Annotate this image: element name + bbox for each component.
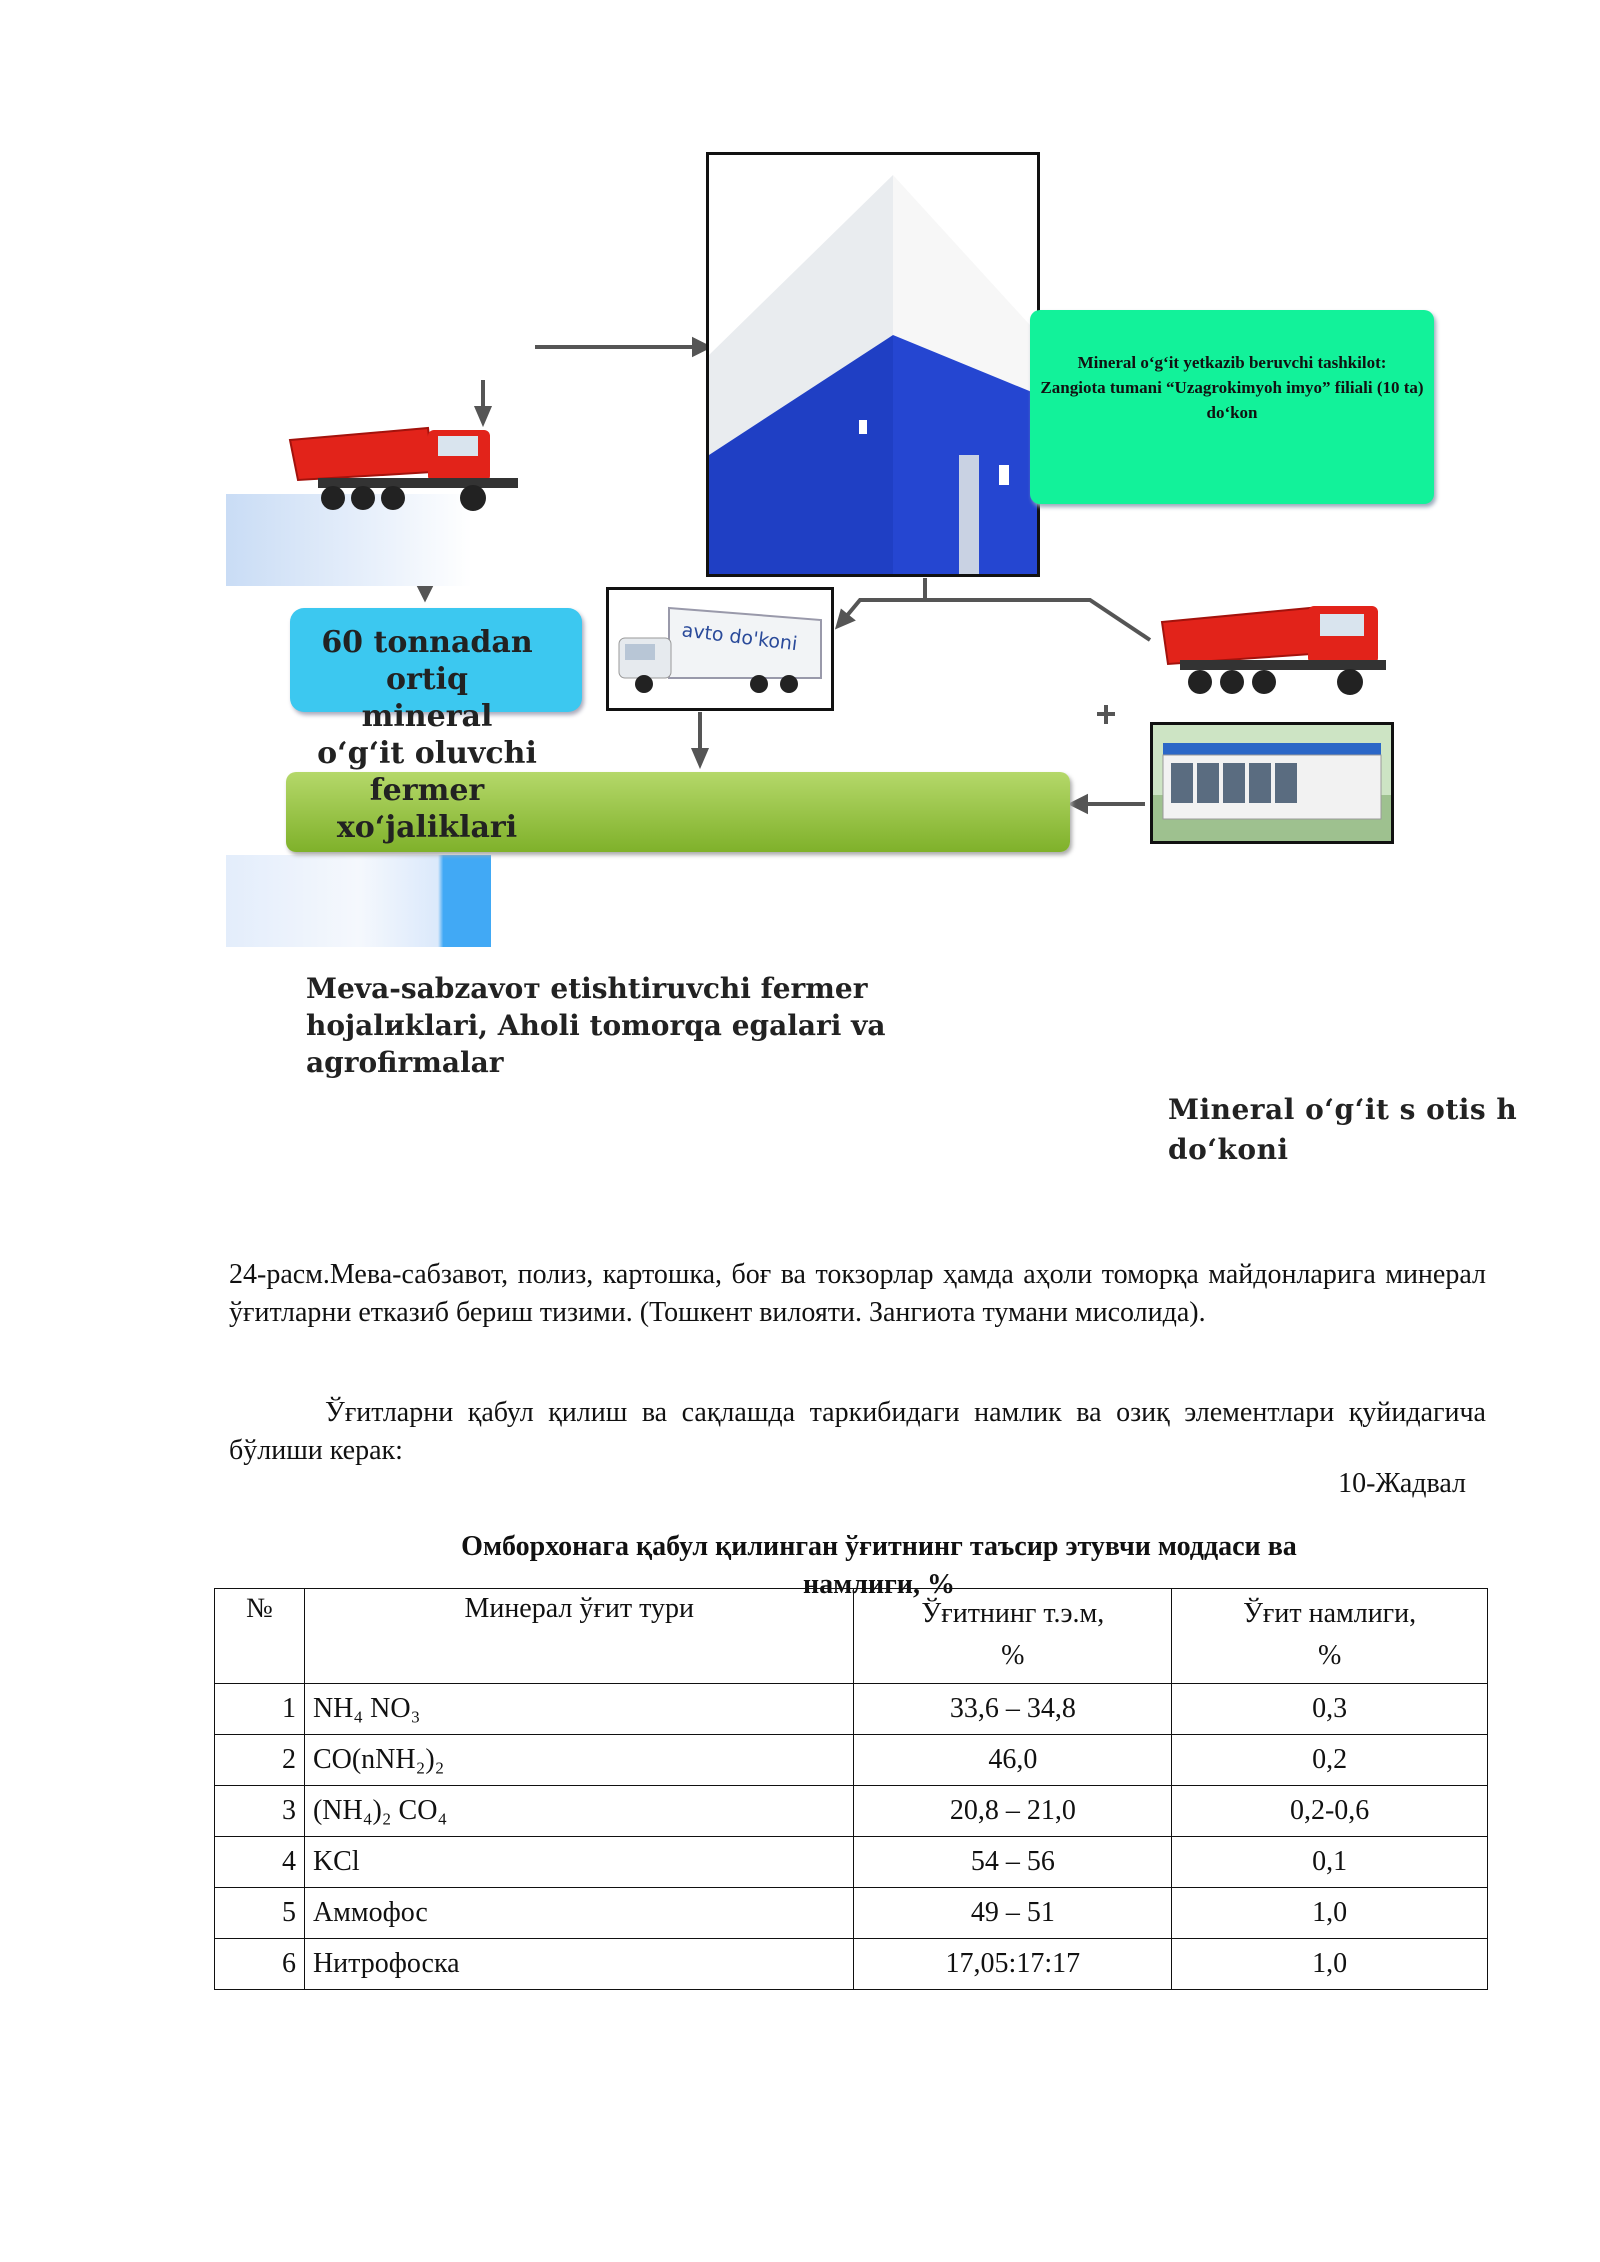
moisture-value: 1,0 [1172, 1939, 1488, 1990]
active-substance-value: 49 – 51 [854, 1888, 1172, 1939]
active-substance-value: 54 – 56 [854, 1837, 1172, 1888]
large-farmer-label: 60 tonnadan ortiq mineral o‘g‘it oluvchi fermer xo‘jaliklari [317, 625, 537, 845]
active-substance-value: 20,8 – 21,0 [854, 1786, 1172, 1837]
table-title: Омборхонага қабул қилинган ўғитнинг таъсир этувчи моддаси ва намлиги, % [461, 1531, 1297, 1600]
supplier-store-box: Mineral o‘g‘it yetkazib beruvchi tashkilot: Zangiota tumani “Uzagrokimyoh imyo” filiali (10 ta) do‘kon [1030, 310, 1434, 504]
consumers-label: Meva-sabzavoт etishtiruvchi fermer hojalиklari, Aholi tomorqa egalari va agrofirmalar [306, 972, 886, 1079]
body-paragraph: Ўғитларни қабул қилиш ва сақлашда таркибидаги намлик ва озиқ элементлари қуйидагича бўлиши керак: [229, 1397, 1486, 1466]
header-moisture: Ўғит намлиги, % [1172, 1589, 1488, 1684]
table-header-row [215, 1589, 1488, 1684]
table-row [215, 1888, 1488, 1939]
moisture-value: 0,2 [1172, 1735, 1488, 1786]
row-number: 1 [215, 1684, 305, 1735]
active-substance-value: 17,05:17:17 [854, 1939, 1172, 1990]
fertilizer-name: CO(nNH₂)₂ [304, 1735, 854, 1786]
row-number: 2 [215, 1735, 305, 1786]
table-row [215, 1786, 1488, 1837]
row-number: 5 [215, 1888, 305, 1939]
decor-blue-shape-2 [226, 855, 491, 947]
shop-pavilion-image [1150, 722, 1394, 844]
active-substance-value: 33,6 – 34,8 [854, 1684, 1172, 1735]
moisture-value: 1,0 [1172, 1888, 1488, 1939]
row-number: 4 [215, 1837, 305, 1888]
fertilizer-shop-label: Mineral o‘g‘it s otis h do‘koni [1168, 1093, 1518, 1166]
table-row [215, 1939, 1488, 1990]
row-number: 3 [215, 1786, 305, 1837]
row-number: 6 [215, 1939, 305, 1990]
header-fertilizer-type: Минерал ўғит тури [304, 1589, 854, 1684]
moisture-value: 0,1 [1172, 1837, 1488, 1888]
fertilizer-name: KCl [304, 1837, 854, 1888]
header-number: № [215, 1589, 305, 1684]
fertilizer-table [214, 1588, 1488, 1990]
truck-sign-text: avto do'koni [680, 619, 799, 656]
mobile-shop-truck-image [606, 587, 834, 711]
figure-caption: 24-расм.Мева-сабзавот, полиз, картошка, боғ ва токзорлар ҳамда аҳоли томорқа майдонларига минерал ўғитларни етказиб бериш тизими. (Тошкент вилояти. Зангиота тумани мисолида). [229, 1259, 1486, 1328]
fertilizer-name: Нитрофоска [304, 1939, 854, 1990]
dump-truck-icon [1160, 590, 1400, 702]
table-row [215, 1837, 1488, 1888]
fertilizer-name: NH₄ NO₃ [304, 1684, 854, 1735]
dump-truck-icon [288, 410, 538, 520]
header-active-substance: Ўғитнинг т.э.м, % [854, 1589, 1172, 1684]
table-number: 10-Жадвал [1338, 1468, 1466, 1499]
table-row [215, 1684, 1488, 1735]
moisture-value: 0,3 [1172, 1684, 1488, 1735]
storage-building-image [706, 152, 1040, 577]
fertilizer-name: (NH₄)₂ CO₄ [304, 1786, 854, 1837]
table-row [215, 1735, 1488, 1786]
active-substance-value: 46,0 [854, 1735, 1172, 1786]
fertilizer-name: Аммофос [304, 1888, 854, 1939]
moisture-value: 0,2-0,6 [1172, 1786, 1488, 1837]
